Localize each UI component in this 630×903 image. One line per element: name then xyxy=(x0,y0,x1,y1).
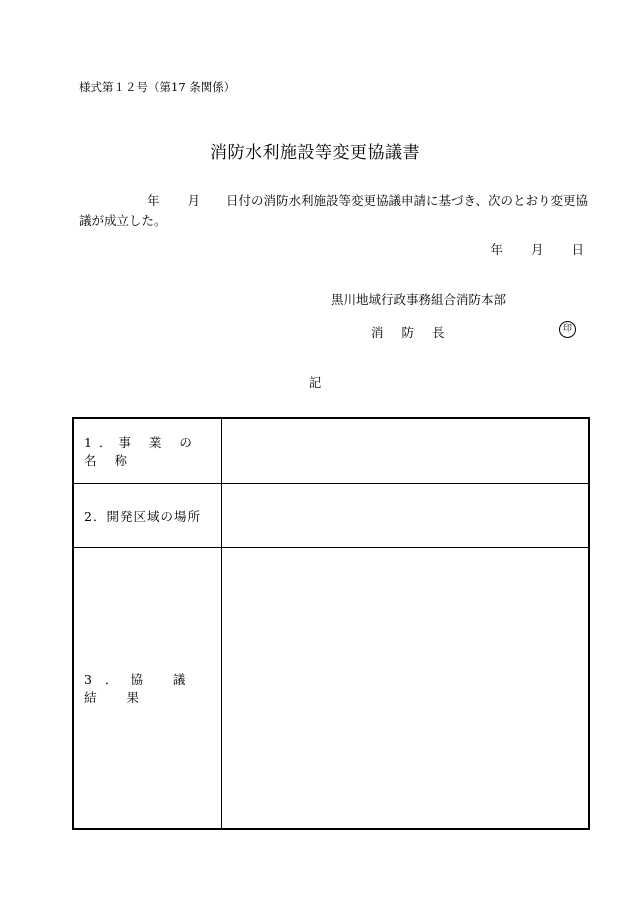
date-line xyxy=(490,240,584,258)
row-value-development-area[interactable] xyxy=(221,484,589,548)
body-month-label: 月 xyxy=(187,193,201,208)
agreement-table xyxy=(72,417,590,830)
seal-mark: 印 xyxy=(559,321,576,338)
document-title: 消防水利施設等変更協議書 xyxy=(210,143,420,163)
table-row xyxy=(73,484,589,548)
body-year-label: 年 xyxy=(147,193,160,208)
table-row xyxy=(73,548,589,830)
form-number: 様式第１２号（第17 条関係） xyxy=(79,80,236,94)
date-month-label: 月 xyxy=(530,242,544,257)
table-row xyxy=(73,418,589,484)
issuer-organization: 黒川地域行政事務組合消防本部 xyxy=(331,292,507,307)
row-label-consultation-result: 3．協 議 結 果 xyxy=(73,548,221,830)
date-day-label: 日 xyxy=(571,242,584,257)
ki-heading: 記 xyxy=(308,375,322,390)
body-text: 日付の消防水利施設等変更協議申請に基づき、次のとおり変更協議が成立した。 xyxy=(79,193,589,228)
date-year-label: 年 xyxy=(490,242,503,257)
row-value-project-name[interactable] xyxy=(221,418,589,484)
row-value-consultation-result[interactable] xyxy=(221,548,589,830)
row-label-project-name: 1．事 業 の 名 称 xyxy=(73,418,221,484)
row-label-development-area: 2．開発区域の場所 xyxy=(73,484,221,548)
body-paragraph xyxy=(79,191,591,231)
chief-title: 消 防 長 xyxy=(371,325,452,340)
